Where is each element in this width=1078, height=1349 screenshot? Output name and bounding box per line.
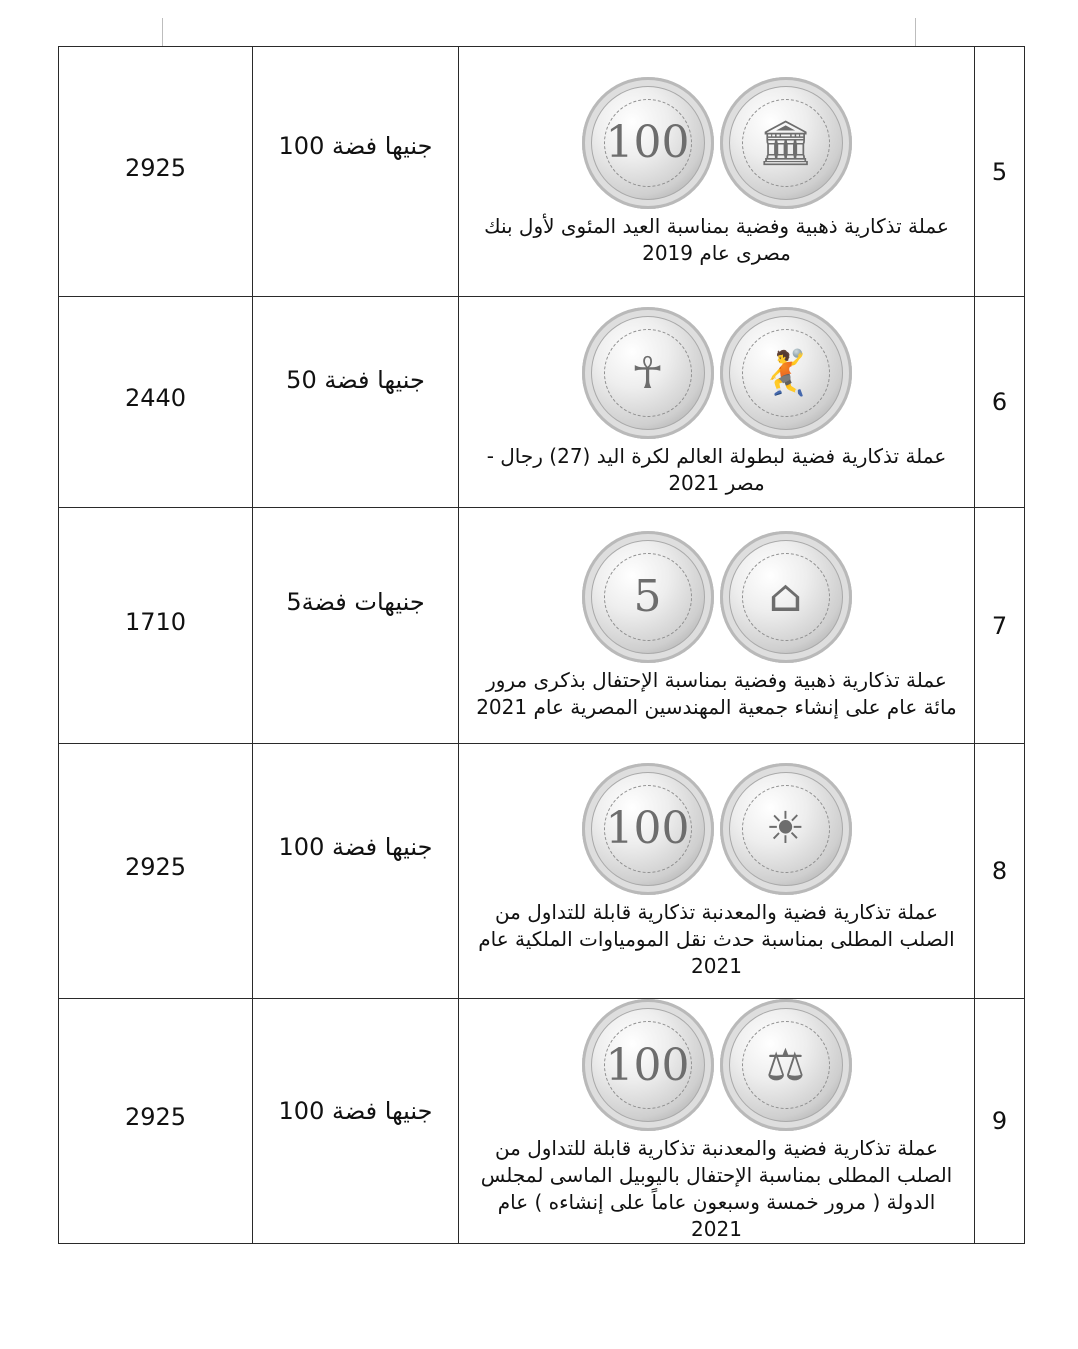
denomination-text: 5جنيهات فضة	[286, 587, 425, 616]
coin-obverse-emblem: 100	[605, 1039, 690, 1091]
description-text: عملة تذكارية فضية والمعدنبة تذكارية قابلة للتداول من الصلب المطلى بمناسبة حدث نقل المومياوات الملكية عام 2021	[478, 899, 955, 978]
coin-photo	[459, 531, 974, 663]
price-cell	[59, 297, 253, 508]
coin-photo	[459, 307, 974, 439]
row-number: 6	[991, 388, 1008, 416]
description-cell	[459, 999, 975, 1244]
table-row	[59, 999, 1025, 1244]
row-number-cell	[975, 744, 1025, 999]
description-cell	[459, 297, 975, 508]
coin-obverse	[582, 763, 714, 895]
denomination-cell	[253, 744, 459, 999]
coin-reverse	[720, 531, 852, 663]
page-margin-mark-right	[915, 18, 916, 46]
row-number-cell	[975, 999, 1025, 1244]
coin-reverse	[720, 307, 852, 439]
row-number-cell	[975, 297, 1025, 508]
price-cell	[59, 744, 253, 999]
table-row	[59, 744, 1025, 999]
denomination-cell	[253, 999, 459, 1244]
row-number: 7	[991, 611, 1008, 640]
coin-reverse	[720, 763, 852, 895]
description-cell	[459, 47, 975, 297]
price-cell	[59, 508, 253, 744]
price-value: 1710	[124, 607, 187, 636]
coins-table	[58, 46, 1025, 1244]
price-value: 2440	[124, 384, 187, 412]
price-value: 2925	[124, 1103, 187, 1131]
denomination-text: 100 جنيها فضة	[278, 833, 433, 861]
row-number-cell	[975, 508, 1025, 744]
coin-obverse	[582, 77, 714, 209]
coin-obverse-emblem: ☥	[631, 347, 664, 399]
coin-obverse	[582, 531, 714, 663]
description-text: عملة تذكارية ذهبية وفضية بمناسبة العيد المئوى لأول بنك مصرى عام 2019	[484, 213, 949, 265]
coin-photo	[459, 77, 974, 209]
page-margin-mark-left	[162, 18, 163, 46]
row-number: 5	[991, 157, 1008, 186]
coin-obverse	[582, 999, 714, 1131]
coin-photo	[459, 763, 974, 895]
row-number: 8	[991, 857, 1008, 885]
denomination-text: 100 جنيها فضة	[278, 131, 433, 160]
coin-reverse	[720, 999, 852, 1131]
description-text: عملة تذكارية فضية لبطولة العالم لكرة اليد (27) رجال - مصر 2021	[486, 444, 947, 495]
description-text: عملة تذكارية ذهبية وفضية بمناسبة الإحتفال بذكرى مرور مائة عام على إنشاء جمعية المهندسين المصرية عام 2021	[476, 667, 957, 719]
coin-reverse-emblem: 🤾	[758, 348, 813, 399]
description-cell	[459, 744, 975, 999]
coin-reverse-emblem: ☀	[765, 803, 806, 854]
coin-obverse-emblem: 5	[633, 571, 662, 622]
coin-obverse	[582, 307, 714, 439]
coin-photo	[459, 999, 974, 1131]
price-value: 2925	[124, 853, 187, 881]
denomination-cell	[253, 297, 459, 508]
denomination-cell	[253, 508, 459, 744]
price-cell	[59, 47, 253, 297]
table-row	[59, 508, 1025, 744]
description-cell	[459, 508, 975, 744]
coin-reverse	[720, 77, 852, 209]
price-cell	[59, 999, 253, 1244]
table-row	[59, 297, 1025, 508]
description-text: عملة تذكارية فضية والمعدنبة تذكارية قابلة للتداول من الصلب المطلى بمناسبة الإحتفال باليوبيل الماسى لمجلس الدولة ( مرور خمسة وسبعون عاماً على إنشاءه ) عام 2021	[480, 1136, 953, 1241]
coin-obverse-emblem: 100	[605, 803, 690, 854]
coin-reverse-emblem: 🏛	[757, 117, 814, 169]
row-number: 9	[991, 1107, 1008, 1135]
coin-obverse-emblem: 100	[605, 117, 690, 168]
row-number-cell	[975, 47, 1025, 297]
coin-reverse-emblem: ⌂	[768, 571, 803, 622]
denomination-text: 50 جنيها فضة	[286, 366, 425, 394]
denomination-cell	[253, 47, 459, 297]
table-row	[59, 47, 1025, 297]
coin-reverse-emblem: ⚖	[765, 1039, 806, 1091]
price-value: 2925	[124, 153, 187, 182]
denomination-text: 100 جنيها فضة	[278, 1097, 433, 1125]
